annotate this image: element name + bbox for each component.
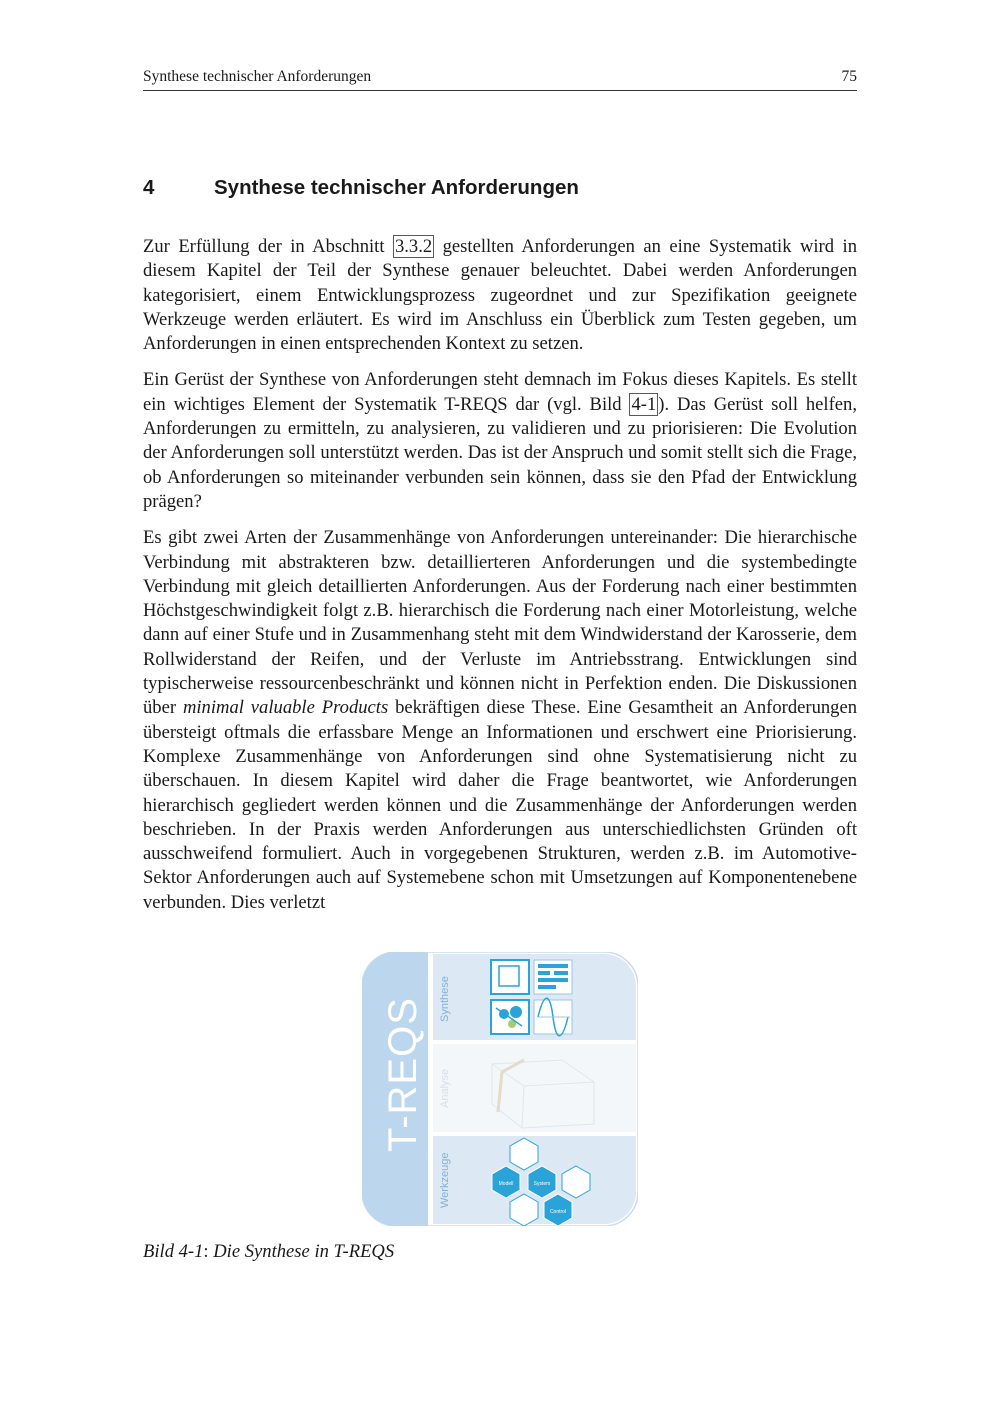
figure-reference-link[interactable]: 4-1 [631, 393, 657, 415]
caption-separator: : [203, 1241, 214, 1262]
text-run: gestellten Anforderungen an eine Systematik wird in diesem Kapitel der Teil der Synthese genauer beleuchtet. Dabei werden Anforderungen kategorisiert, einem Entwicklungsprozess zugeordnet und zur Spezifikation geeignete Werkzeuge werden erläutert. Es wird im Anschluss ein Überblick zum Testen gegeben, um Anforderungen in einen entsprechenden Kontext zu setzen. [143, 236, 857, 355]
hex-label-control: Control [549, 1209, 567, 1215]
chapter-title: Synthese technischer Anforderungen [214, 176, 579, 199]
hex-label-modell: Modell [498, 1181, 514, 1187]
figure-t-reqs [362, 952, 638, 1226]
body-text [143, 235, 857, 927]
hex-label-system: System [533, 1181, 551, 1187]
page-number: 75 [841, 68, 857, 85]
figure-caption [143, 1241, 394, 1263]
text-run: bekräftigen diese These. Eine Gesamtheit an Anforderungen übersteigt oftmals die erfassbare Menge an Informationen und erschwert eine Priorisierung. Komplexe Zusammenhänge von Anforderungen sind ohne Systematisierung nicht zu überschauen. In diesem Kapitel wird daher die Frage beantwortet, wie Anforderungen hierarchisch gegliedert werden können und die Zusammenhänge der Anforderungen werden beschrieben. In der Praxis werden Anforderungen aus unterschiedlichsten Gründen oft ausschweifend formuliert. Auch in vorgegebenen Strukturen, werden z.B. im Automotive-Sektor Anforderungen auch auf Systemebene schon mit Umsetzungen auf Komponentenebene verbunden. Dies verletzt [143, 697, 858, 913]
text-run: Zur Erfüllung der in Abschnitt [143, 236, 393, 257]
emphasis: minimal valuable Products [182, 697, 389, 719]
t-reqs-label: T-REQS [381, 997, 425, 1152]
caption-label: Bild 4-1 [143, 1241, 204, 1262]
text-run: ). Das Gerüst soll helfen, Anforderungen zu ermitteln, zu analysieren, zu validieren und zu priorisieren: Die Evolution der Anforderungen soll unterstützt werden. Das ist der Anspruch und somit stellt sich die Frage, ob Anforderungen so miteinander verbunden sein können, dass sie den Pfad der Entwicklung prägen? [143, 393, 857, 512]
chapter-number: 4 [143, 176, 155, 199]
section-reference-link[interactable]: 3.3.2 [394, 236, 433, 257]
caption-text: Die Synthese in T-REQS [213, 1241, 395, 1262]
text-run: Es gibt zwei Arten der Zusammenhänge von Anforderungen untereinander: Die hierarchische Verbindung mit abstrakteren bzw. detaillierteren Anforderungen und die systembedingte Verbindung mit gleich detaillierten Anforderungen. Aus der Forderung nach einer bestimmten Höchstgeschwindigkeit folgt z.B. hierarchisch die Forderung nach einer Motorleistung, welche dann auf einer Stufe und in Zusammenhang steht mit dem Windwiderstand der Karosserie, dem Rollwiderstand der Reifen, und der Verluste im Antriebsstrang. Entwicklungen sind typischerweise ressourcenbeschränkt und können nicht in Perfektion enden. Die Diskussionen über [143, 527, 857, 719]
running-head-title: Synthese technischer Anforderungen [143, 68, 372, 85]
paragraph [143, 368, 857, 514]
paragraph [143, 235, 857, 356]
section-label-werkzeuge: Werkzeuge [439, 1152, 451, 1208]
section-label-analyse: Analyse [439, 1068, 451, 1108]
text-run: Ein Gerüst der Synthese von Anforderungen steht demnach im Fokus dieses Kapitels. Es stellt ein wichtiges Element der Systematik T-REQS dar (vgl. Bild [143, 369, 857, 415]
section-label-synthese: Synthese [439, 976, 451, 1022]
running-head [143, 66, 857, 91]
paragraph [143, 526, 857, 915]
